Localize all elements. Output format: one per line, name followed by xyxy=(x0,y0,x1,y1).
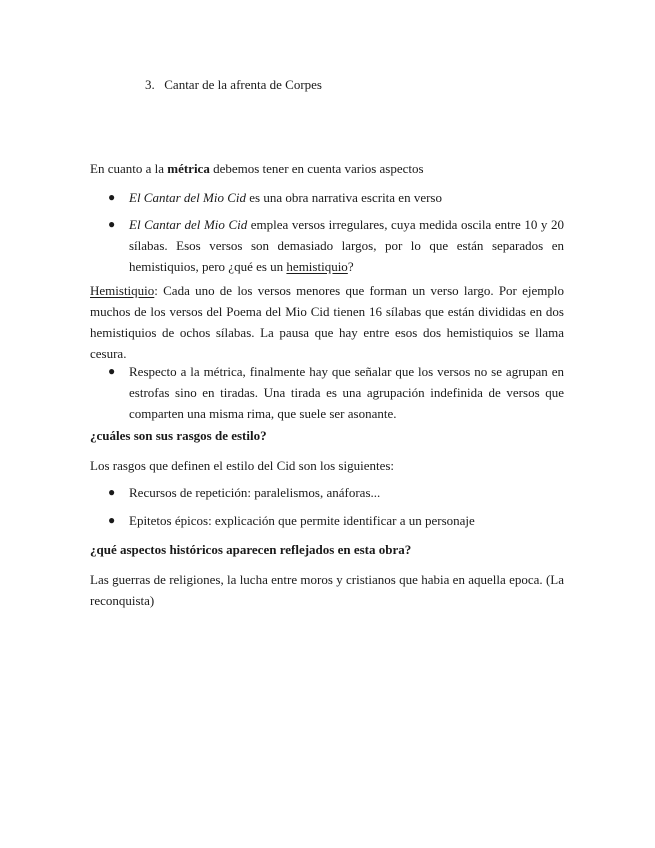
bullet-item-obra-narrativa xyxy=(108,187,564,208)
hemistiquio-definition xyxy=(90,280,564,364)
definition-term: Hemistiquio xyxy=(90,283,155,298)
list-number: 3. xyxy=(145,77,155,92)
bullet-text: emplea versos irregulares, cuya medida oscila entre 10 y 20 sílabas. Esos versos son demasiado largos, por lo que están separados en hemistiquios, pero ¿qué es un xyxy=(129,217,564,274)
bullet-item-recursos xyxy=(108,482,564,503)
bullet-icon: ● xyxy=(108,190,116,204)
bullet-text: Recursos de repetición: paralelismos, anáforas... xyxy=(129,485,381,500)
bullet-text-end: ? xyxy=(347,259,354,274)
heading-rasgos-estilo: ¿cuáles son sus rasgos de estilo? xyxy=(90,428,267,443)
work-title: El Cantar del Mio Cid xyxy=(129,217,248,232)
bullet-icon: ● xyxy=(108,513,116,527)
bullet-icon: ● xyxy=(108,217,116,231)
bullet-item-epitetos xyxy=(108,510,564,531)
bullet-icon: ● xyxy=(108,364,116,378)
work-title: El Cantar del Mio Cid xyxy=(129,190,246,205)
definition-text: : Cada uno de los versos menores que forman un verso largo. Por ejemplo muchos de los versos del Poema del Mio Cid tienen 16 sílabas que están divididas en dos hemistiquios de ochos sílabas. La pausa que hay entre esos dos hemistiquios se llama cesura. xyxy=(90,283,564,361)
numbered-list-item xyxy=(145,74,322,95)
historicos-text: Las guerras de religiones, la lucha entre moros y cristianos que habia en aquella epoca. (La reconquista) xyxy=(90,572,564,608)
hemistiquio-underlined: hemistiquio xyxy=(286,259,348,274)
bullet-item-tiradas xyxy=(108,361,564,424)
bullet-text: Respecto a la métrica, finalmente hay que señalar que los versos no se agrupan en estrofas sino en tiradas. Una tirada es una agrupación indefinida de versos que comparten una misma rima, que suele ser asonante. xyxy=(129,364,564,421)
list-item-text: Cantar de la afrenta de Corpes xyxy=(164,77,322,92)
bullet-text: Epitetos épicos: explicación que permite identificar a un personaje xyxy=(129,513,475,528)
bullet-item-versos-irregulares xyxy=(108,214,564,277)
metrica-bold: métrica xyxy=(167,161,210,176)
bullet-icon: ● xyxy=(108,485,116,499)
metrica-intro-text-end: debemos tener en cuenta varios aspectos xyxy=(209,161,424,176)
bullet-text: es una obra narrativa escrita en verso xyxy=(246,190,442,205)
heading-aspectos-historicos: ¿qué aspectos históricos aparecen reflejados en esta obra? xyxy=(90,542,412,557)
metrica-intro-text: En cuanto a la xyxy=(90,161,168,176)
estilo-intro: Los rasgos que definen el estilo del Cid son los siguientes: xyxy=(90,458,395,473)
metrica-intro xyxy=(90,158,564,179)
